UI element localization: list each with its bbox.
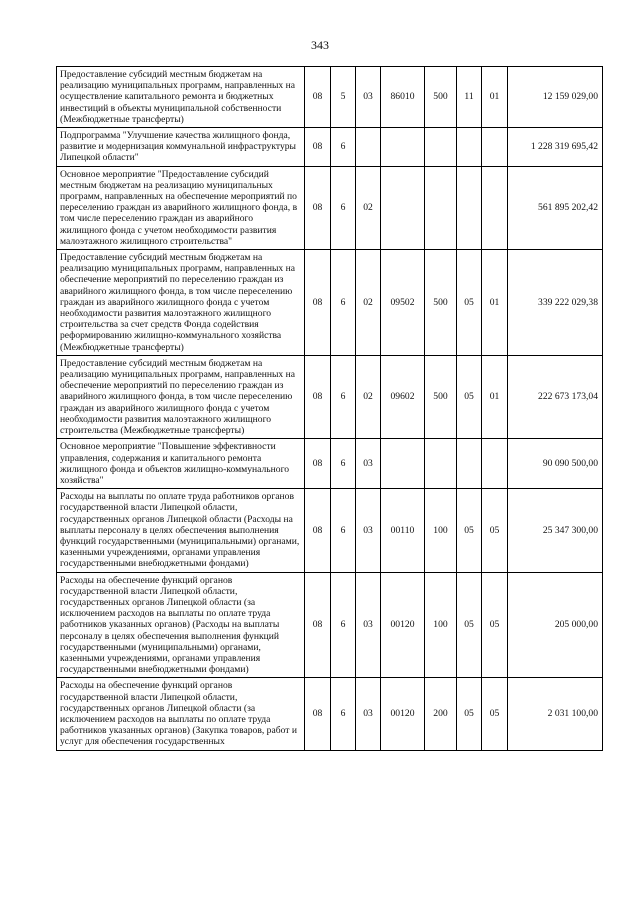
- row-amount: 90 090 500,00: [508, 439, 603, 489]
- code-direction: 86010: [381, 67, 425, 128]
- row-description: Расходы на обеспечение функций органов государственной власти Липецкой области, государственных органов Липецкой области (за исключением расходов на выплаты по оплате труда работников указанных органов) (Расходы на выплаты персоналу в целях обеспечения выполнения функций государственными (муниципальными) органами, казенными учреждениями, органами управления государственными внебюджетными фондами): [57, 572, 305, 678]
- code-subprogram: 6: [331, 355, 356, 438]
- code-subprogram: 6: [331, 128, 356, 167]
- code-subsection: [482, 439, 508, 489]
- row-description: Основное мероприятие "Повышение эффективности управления, содержания и капитального ремонта жилищного фонда и объектов жилищно-коммунального хозяйства": [57, 439, 305, 489]
- code-subsection: 05: [482, 572, 508, 678]
- code-activity: 03: [356, 67, 381, 128]
- code-section: [457, 439, 482, 489]
- code-subprogram: 6: [331, 250, 356, 356]
- code-expense-type: 200: [425, 678, 457, 750]
- code-section: 05: [457, 572, 482, 678]
- code-subsection: [482, 166, 508, 249]
- code-expense-type: 500: [425, 250, 457, 356]
- code-subsection: 01: [482, 355, 508, 438]
- code-section: 05: [457, 250, 482, 356]
- code-activity: 03: [356, 489, 381, 572]
- code-subsection: 01: [482, 67, 508, 128]
- code-direction: [381, 128, 425, 167]
- row-description: Расходы на выплаты по оплате труда работников органов государственной власти Липецкой области, государственных органов Липецкой области (Расходы на выплаты персоналу в целях обеспечения выполнения функций государственными (муниципальными) органами, казенными учреждениями, органами управления государственными внебюджетными фондами): [57, 489, 305, 572]
- code-direction: [381, 439, 425, 489]
- code-subprogram: 6: [331, 166, 356, 249]
- code-subprogram: 6: [331, 439, 356, 489]
- code-direction: 00120: [381, 678, 425, 750]
- code-section: 05: [457, 489, 482, 572]
- table-row: [57, 572, 603, 678]
- code-activity: [356, 128, 381, 167]
- code-subsection: 05: [482, 489, 508, 572]
- page-number: 343: [311, 38, 329, 52]
- code-ministry: 08: [305, 572, 331, 678]
- code-subsection: 01: [482, 250, 508, 356]
- code-expense-type: [425, 439, 457, 489]
- code-direction: [381, 166, 425, 249]
- code-direction: 09602: [381, 355, 425, 438]
- row-description: Предоставление субсидий местным бюджетам на реализацию муниципальных программ, направленных на осуществление капитального ремонта и бюджетных инвестиций в объекты муниципальной собственности (Межбюджетные трансферты): [57, 67, 305, 128]
- code-expense-type: [425, 166, 457, 249]
- code-ministry: 08: [305, 67, 331, 128]
- code-activity: 03: [356, 678, 381, 750]
- code-ministry: 08: [305, 166, 331, 249]
- code-subprogram: 6: [331, 489, 356, 572]
- table-row: [57, 67, 603, 128]
- table-row: [57, 128, 603, 167]
- code-ministry: 08: [305, 489, 331, 572]
- code-expense-type: 500: [425, 67, 457, 128]
- code-expense-type: 100: [425, 489, 457, 572]
- table-row: [57, 489, 603, 572]
- table-row: [57, 355, 603, 438]
- code-section: [457, 166, 482, 249]
- code-ministry: 08: [305, 439, 331, 489]
- row-amount: 339 222 029,38: [508, 250, 603, 356]
- code-activity: 02: [356, 250, 381, 356]
- code-activity: 02: [356, 166, 381, 249]
- code-direction: 00120: [381, 572, 425, 678]
- code-direction: 00110: [381, 489, 425, 572]
- code-section: 05: [457, 678, 482, 750]
- code-ministry: 08: [305, 355, 331, 438]
- row-description: Подпрограмма "Улучшение качества жилищного фонда, развитие и модернизация коммунальной инфраструктуры Липецкой области": [57, 128, 305, 167]
- code-expense-type: [425, 128, 457, 167]
- code-ministry: 08: [305, 250, 331, 356]
- code-ministry: 08: [305, 678, 331, 750]
- code-subprogram: 6: [331, 572, 356, 678]
- table-row: [57, 166, 603, 249]
- row-description: Основное мероприятие "Предоставление субсидий местным бюджетам на реализацию муниципальных программ, направленных на обеспечение мероприятий по переселению граждан из аварийного жилищного фонда, в том числе переселению граждан из аварийного жилищного фонда с учетом необходимости развития малоэтажного жилищного строительства": [57, 166, 305, 249]
- code-subsection: 05: [482, 678, 508, 750]
- code-ministry: 08: [305, 128, 331, 167]
- budget-table: [56, 66, 603, 751]
- code-activity: 03: [356, 439, 381, 489]
- row-amount: 2 031 100,00: [508, 678, 603, 750]
- code-subprogram: 6: [331, 678, 356, 750]
- code-subprogram: 5: [331, 67, 356, 128]
- code-section: [457, 128, 482, 167]
- row-amount: 222 673 173,04: [508, 355, 603, 438]
- row-description: Расходы на обеспечение функций органов государственной власти Липецкой области, государственных органов Липецкой области (за исключением расходов на выплаты по оплате труда работников указанных органов) (Закупка товаров, работ и услуг для обеспечения государственных: [57, 678, 305, 750]
- row-amount: 12 159 029,00: [508, 67, 603, 128]
- code-subsection: [482, 128, 508, 167]
- row-amount: 25 347 300,00: [508, 489, 603, 572]
- row-description: Предоставление субсидий местным бюджетам на реализацию муниципальных программ, направленных на обеспечение мероприятий по переселению граждан из аварийного жилищного фонда, в том числе переселению граждан из аварийного жилищного фонда с учетом необходимости развития малоэтажного жилищного строительства за счет средств Фонда содействия реформированию жилищно-коммунального хозяйства (Межбюджетные трансферты): [57, 250, 305, 356]
- table-row: [57, 439, 603, 489]
- table-row: [57, 678, 603, 750]
- code-activity: 03: [356, 572, 381, 678]
- code-expense-type: 500: [425, 355, 457, 438]
- row-description: Предоставление субсидий местным бюджетам на реализацию муниципальных программ, направленных на обеспечение мероприятий по переселению граждан из аварийного жилищного фонда, в том числе переселению граждан из аварийного жилищного фонда с учетом необходимости развития малоэтажного жилищного строительства (Межбюджетные трансферты): [57, 355, 305, 438]
- row-amount: 561 895 202,42: [508, 166, 603, 249]
- row-amount: 205 000,00: [508, 572, 603, 678]
- code-section: 11: [457, 67, 482, 128]
- code-section: 05: [457, 355, 482, 438]
- budget-table-body: [57, 67, 603, 751]
- table-row: [57, 250, 603, 356]
- code-direction: 09502: [381, 250, 425, 356]
- code-activity: 02: [356, 355, 381, 438]
- code-expense-type: 100: [425, 572, 457, 678]
- row-amount: 1 228 319 695,42: [508, 128, 603, 167]
